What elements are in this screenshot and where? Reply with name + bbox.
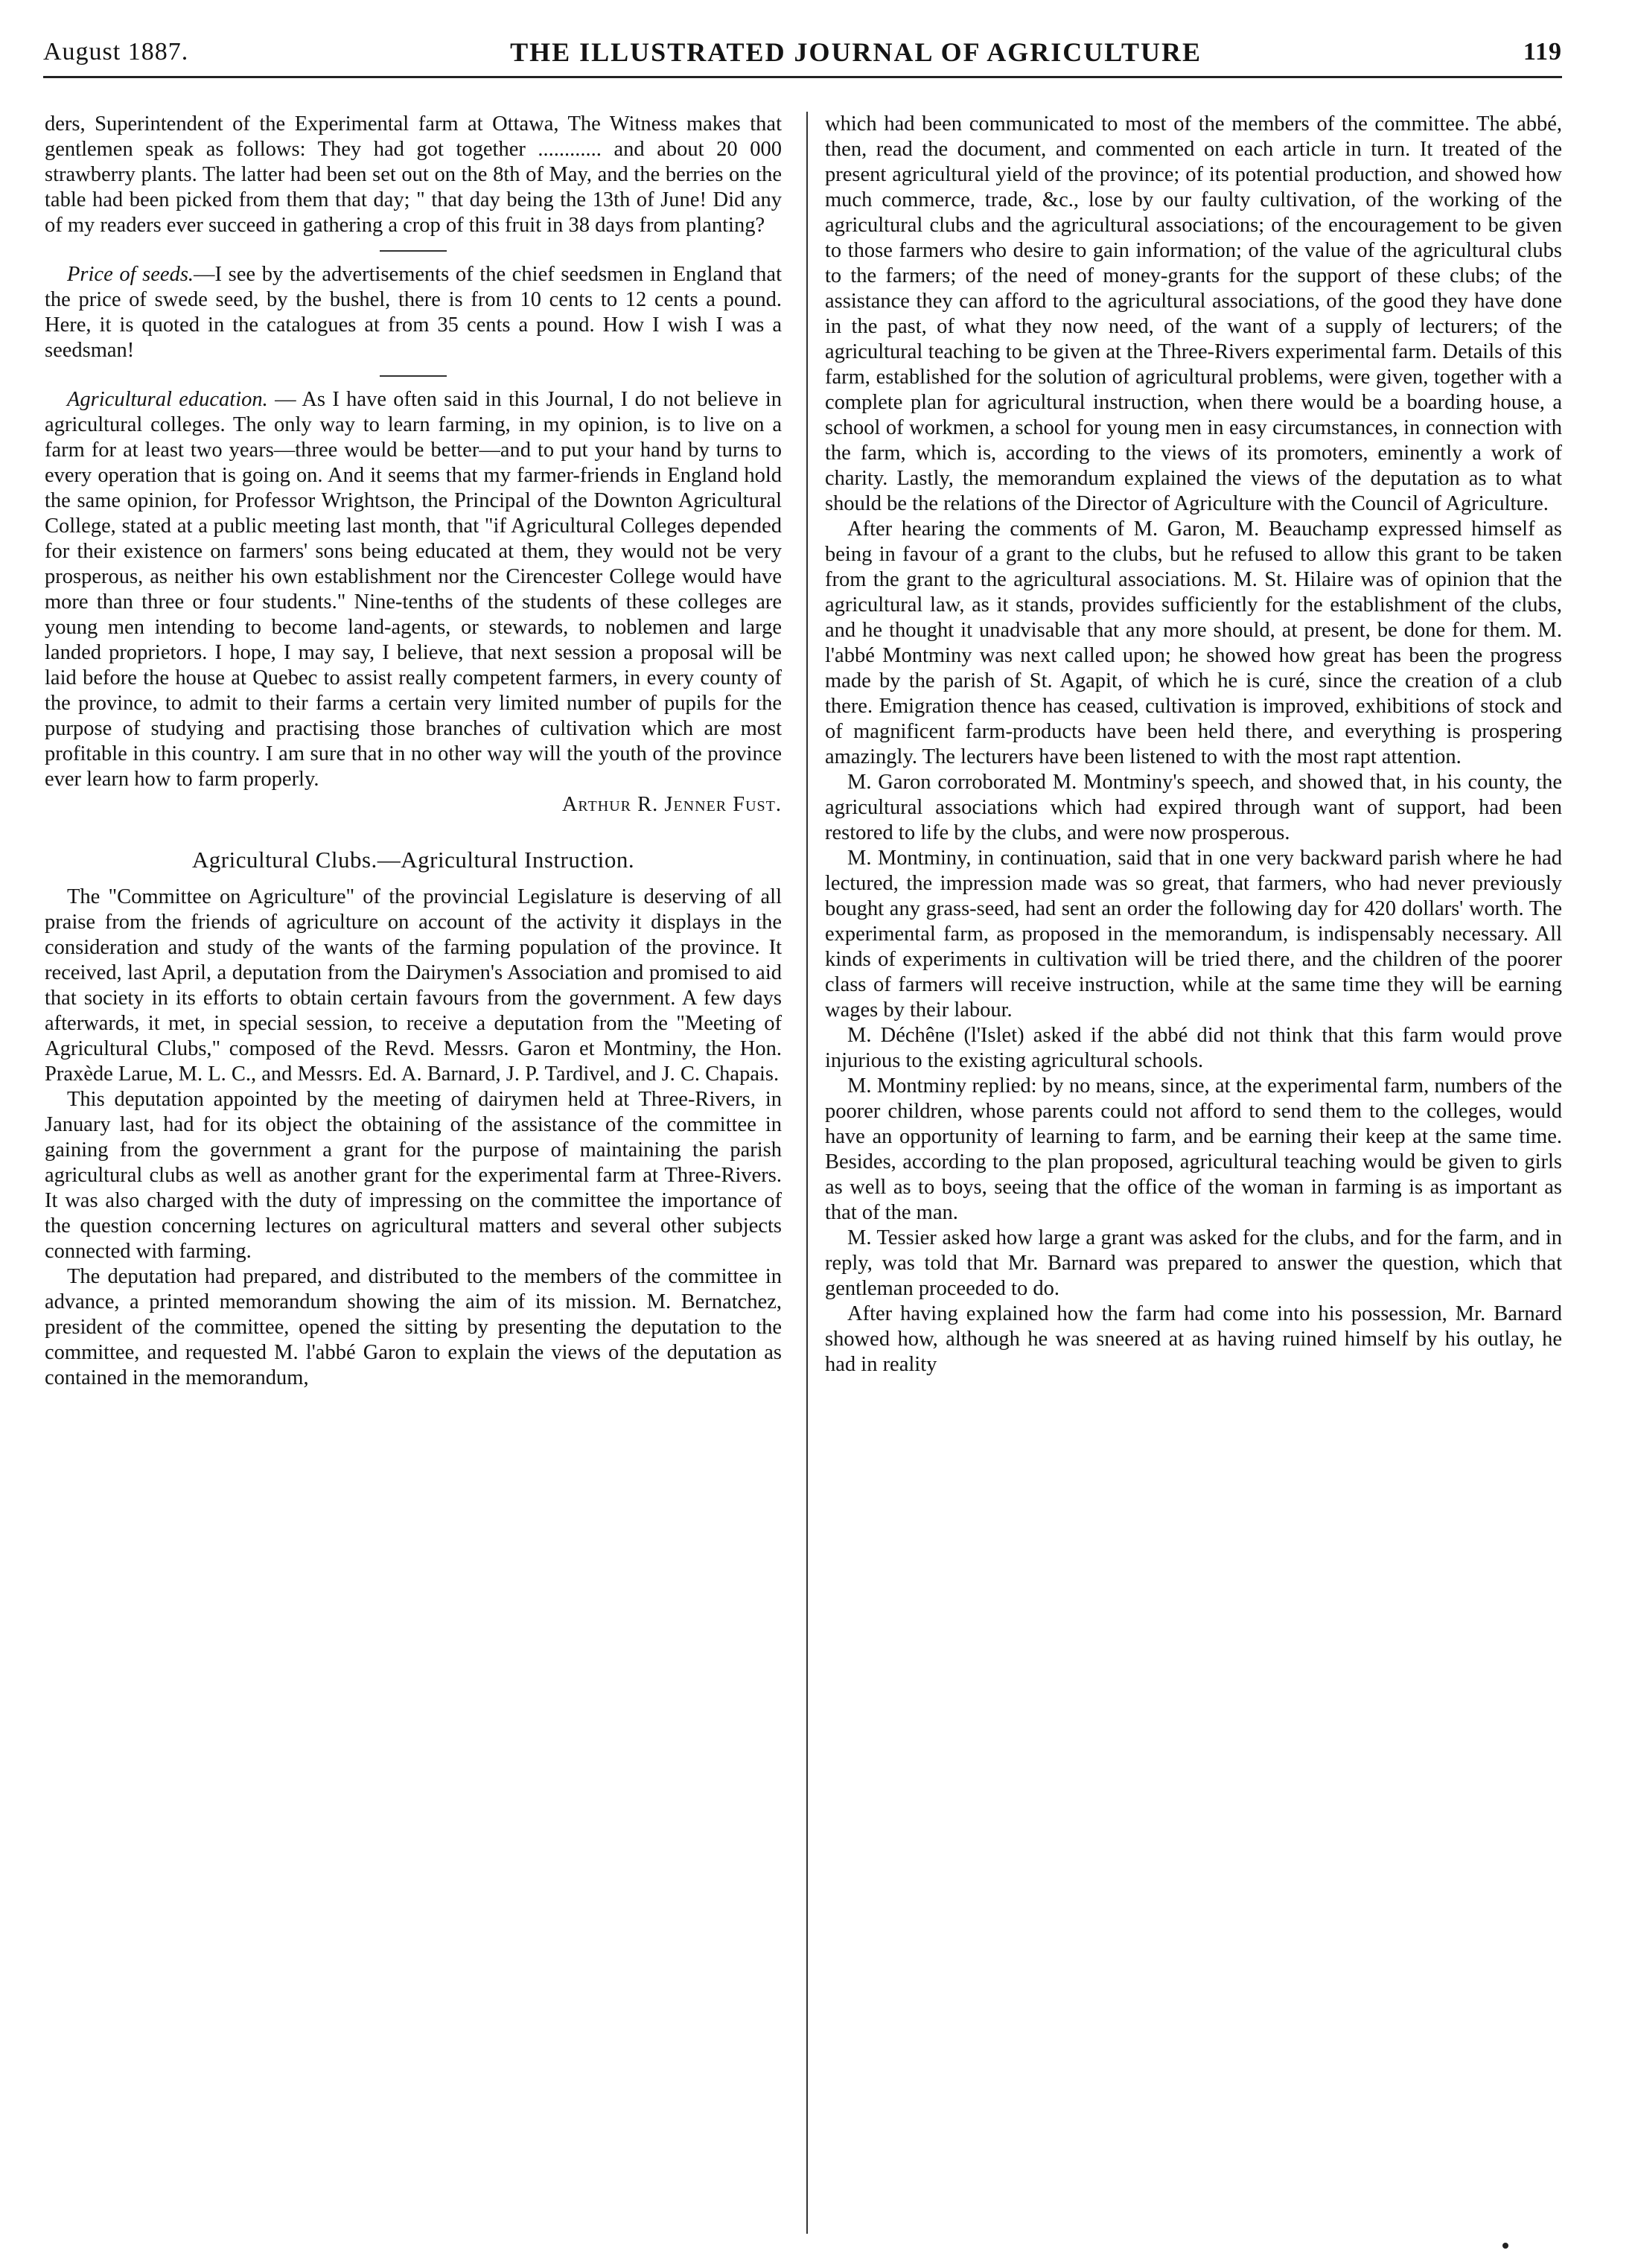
print-mark bbox=[1502, 2243, 1508, 2249]
issue-date: August 1887. bbox=[43, 38, 189, 66]
paragraph-montminy-reply: M. Montminy replied: by no means, since, at the experimental farm, numbers of the poorer children, whose parents could not afford to send them to the colleges, would have an opportunity of learning to farm, and be earning their keep at the same time. Besides, according to the plan proposed, agricultural teaching would be given to girls as well as to boys, seeing that the office of the woman in farming is as important as that of the man. bbox=[825, 1074, 1562, 1224]
paragraph-garon: M. Garon corroborated M. Montminy's speech, and showed that, in his county, the agricultural associations which had expired through want of support, had been restored to life by the clubs, and were now prosperous. bbox=[825, 771, 1562, 844]
paragraph-agricultural-education bbox=[45, 387, 782, 792]
lead-agricultural-education: Agricultural education. bbox=[67, 388, 268, 411]
body-agricultural-education: — As I have often said in this Journal, I do not believe in agricultural colleges. The only way to learn farming, in my opinion, is to live on a farm for at least two years—three would be better—and to put your hand by turns to every operation that is going on. And it seems that my farmer-friends in England hold the same opinion, for Professor Wrightson, the Principal of the Downton Agricultural College, stated at a public meeting last month, that "if Agricultural Colleges depended for their existence on farmers' sons being educated at them, they would not be very prosperous, as neither his own establishment nor the Cirencester College would have more than three or four students." Nine-tenths of the students of these colleges are young men intending to become land-agents, or stewards, to noblemen and large landed proprietors. I hope, I may say, I believe, that next session a proposal will be laid before the house at Quebec to assist really competent farmers, in every county of the province, to admit to their farms a certain very limited number of pupils for the purpose of studying and practising those branches of cultivation which are most profitable in this country. I am sure that in no other way will the youth of the province ever learn how to farm properly. bbox=[45, 388, 782, 791]
paragraph-strawberries: ders, Superintendent of the Experimental farm at Ottawa, The Witness makes that gentlemen speak as follows: They had got together ............ and about 20 000 strawberry plants. The latter had been set out on the 8th of May, and the berries on the table had been picked from them that day; " that day being the 13th of June! Did any of my readers ever succeed in gathering a crop of this fruit in 38 days from planting? bbox=[45, 112, 782, 237]
lead-price-of-seeds: Price of seeds. bbox=[67, 263, 194, 286]
section-separator bbox=[380, 250, 447, 252]
right-column bbox=[825, 112, 1562, 1377]
paragraph-committee: The "Committee on Agriculture" of the provincial Legislature is deserving of all praise from the friends of agriculture on account of the activity it displays in the consideration and study of the wants of the farming population of the province. It received, last April, a deputation from the Dairymen's Association and promised to aid that society in its efforts to obtain certain favours from the government. A few days afterwards, it met, in special session, to receive a deputation from the "Meeting of Agricultural Clubs," composed of the Revd. Messrs. Garon et Montminy, the Hon. Praxède Larue, M. L. C., and Messrs. Ed. A. Barnard, J. P. Tardivel, and J. C. Chapais. bbox=[45, 885, 782, 1086]
body-price-of-seeds: —I see by the advertisements of the chief seedsmen in England that the price of swede seed, by the bushel, there is from 10 cents to 12 cents a pound. Here, it is quoted in the catalogues at from 35 cents a pound. How I wish I was a seedsman! bbox=[45, 263, 783, 362]
author-signature: Arthur R. Jenner Fust. bbox=[561, 793, 782, 816]
paragraph-montminy-continuation: M. Montminy, in continuation, said that in one very backward parish where he had lectured, the impression made was so great, that farmers, who had never previously bought any grass-seed, had sent an order the following day for 420 dollars' worth. The experimental farm, as proposed in the memorandum, is indispensably necessary. All kinds of experiments in cultivation will be tried there, and the children of the poorer class of farmers will receive instruction, while at the same time they will be earning wages by their labour. bbox=[825, 847, 1562, 1022]
page-number: 119 bbox=[1523, 38, 1562, 66]
article-heading: Agricultural Clubs.—Agricultural Instruction. bbox=[191, 847, 635, 873]
paragraph-dechene: M. Déchêne (l'Islet) asked if the abbé did not think that this farm would prove injurious to the existing agricultural schools. bbox=[825, 1024, 1562, 1072]
paragraph-deputation: This deputation appointed by the meeting of dairymen held at Three-Rivers, in January last, had for its object the obtaining of the assistance of the committee in gaining from the government a grant for the purpose of maintaining the parish agricultural clubs as well as another grant for the experimental farm at Three-Rivers. It was also charged with the duty of impressing on the committee the importance of the question concerning lectures on agricultural matters and several other subjects connected with farming. bbox=[45, 1088, 782, 1263]
paragraph-price-of-seeds bbox=[45, 262, 782, 363]
section-separator bbox=[380, 375, 447, 377]
left-column bbox=[45, 112, 782, 1391]
paragraph-memorandum: The deputation had prepared, and distributed to the members of the committee in advance, a printed memorandum showing the aim of its mission. M. Bernatchez, president of the committee, opened the sitting by presenting the deputation to the committee, and requested M. l'abbé Garon to explain the views of the deputation as contained in the memorandum, bbox=[45, 1265, 782, 1389]
paragraph-beauchamp: After hearing the comments of M. Garon, M. Beauchamp expressed himself as being in favour of a grant to the clubs, but he refused to allow this grant to be taken from the grant to the agricultural associations. M. St. Hilaire was of opinion that the agricultural law, as it stands, provides sufficiently for the establishment of the clubs, and he thought it unadvisable that any more should, at present, be done for them. M. l'abbé Montminy was next called upon; he showed how great has been the progress made by the parish of St. Agapit, of which he is curé, since the creation of a club there. Emigration thence has ceased, cultivation is improved, exhibitions of stock and of magnificent farm-products have been held there, and everything is prospering amazingly. The lecturers have been listened to with the most rapt attention. bbox=[825, 517, 1562, 768]
journal-title: THE ILLUSTRATED JOURNAL OF AGRICULTURE bbox=[510, 37, 1202, 67]
paragraph-barnard: After having explained how the farm had come into his possession, Mr. Barnard showed how, although he was sneered at as having ruined himself by his outlay, he had in reality bbox=[825, 1302, 1562, 1376]
running-header bbox=[43, 30, 1562, 74]
column-divider bbox=[806, 112, 808, 2234]
paragraph-document-read: which had been communicated to most of the members of the committee. The abbé, then, read the document, and commented on each article in turn. It treated of the present agricultural yield of the province; of its potential production, and showed how much commerce, trade, &c., lose by our faulty cultivation, of the working of the agricultural clubs and the agricultural associations; of the encouragement to be given to those farmers who desire to gain information; of the value of the agricultural clubs to the farmers; of the need of money-grants for the support of these clubs; of the assistance they can afford to the agricultural associations, of the good they have done in the past, of what they now need, of the want of a supply of lecturers; of the agricultural teaching to be given at the Three-Rivers experimental farm. Details of this farm, established for the solution of agricultural problems, were given, together with a complete plan for agricultural instruction, when there would be a boarding house, a school of workmen, a school for young men in easy circumstances, in connection with the farm, which is, according to the views of its promoters, eminently a work of charity. Lastly, the memorandum explained the views of the deputation as to what should be the relations of the Director of Agriculture with the Council of Agriculture. bbox=[825, 112, 1562, 515]
header-rule bbox=[43, 76, 1562, 78]
paragraph-tessier: M. Tessier asked how large a grant was asked for the clubs, and for the farm, and in reply, was told that Mr. Barnard was prepared to answer the question, which that gentleman proceeded to do. bbox=[825, 1226, 1562, 1300]
